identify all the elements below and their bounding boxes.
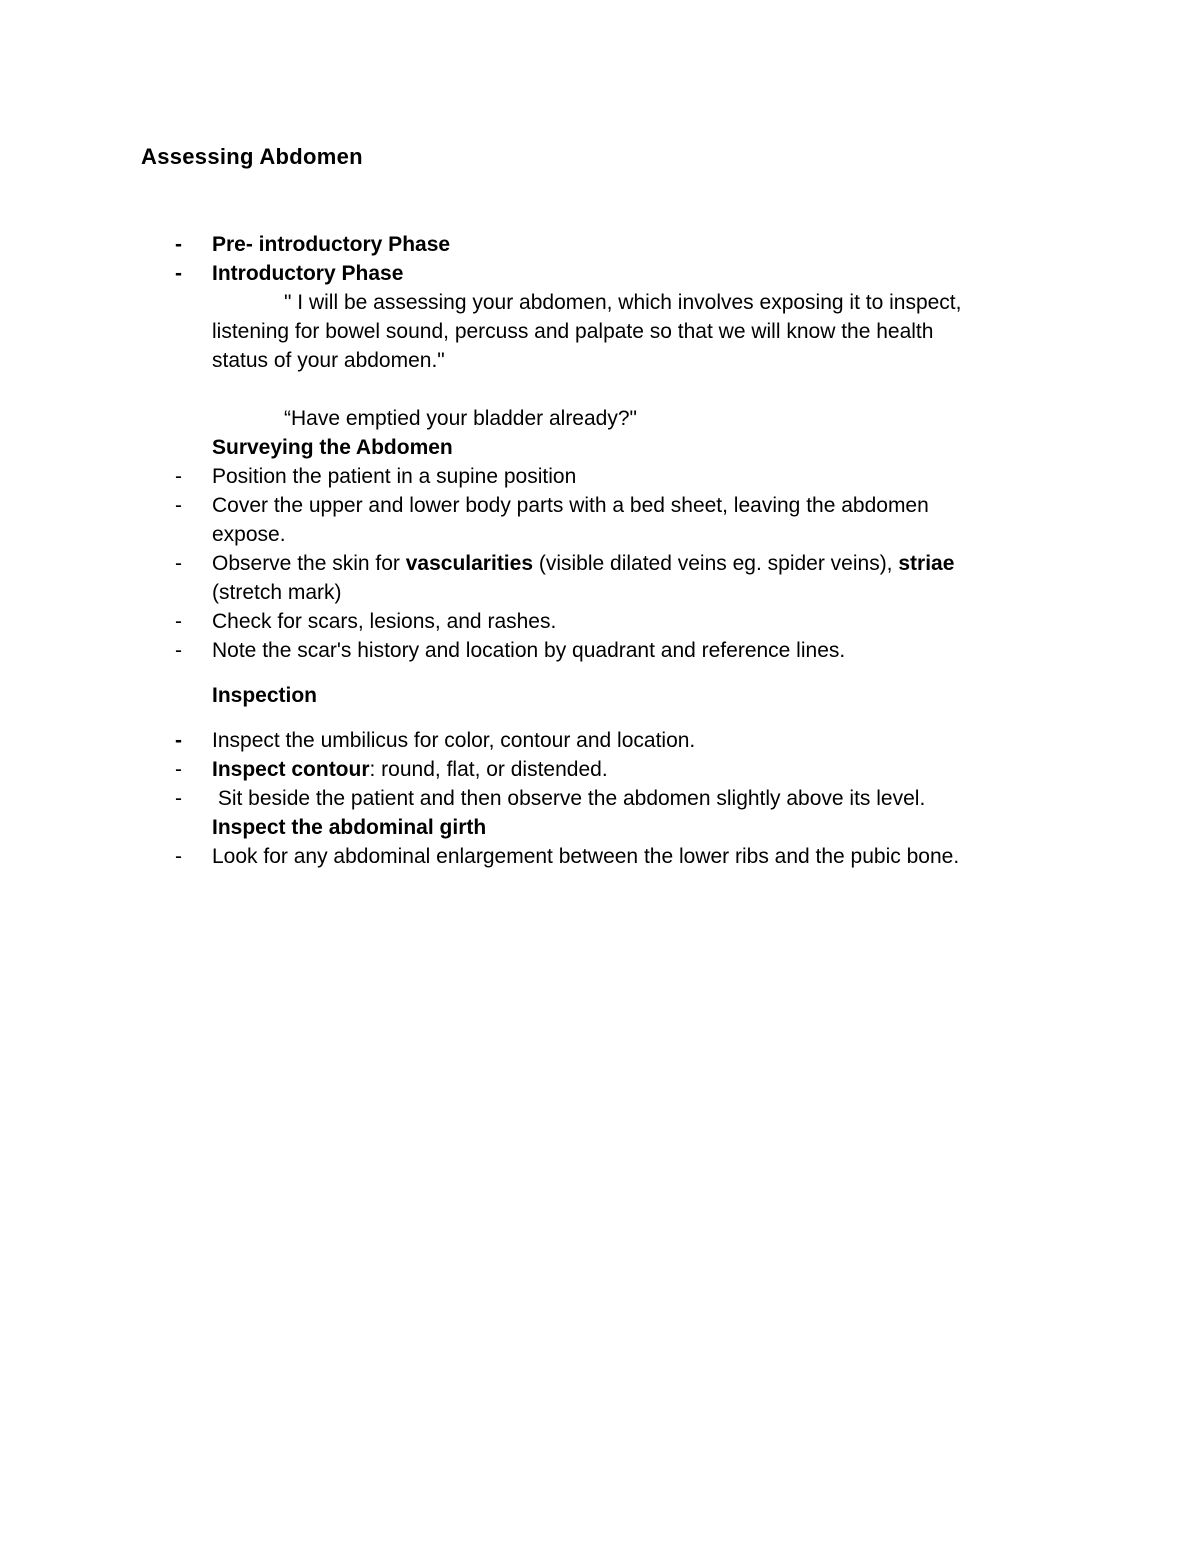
spacer <box>0 710 1200 726</box>
list-item <box>0 842 1200 871</box>
list-item <box>0 784 1200 813</box>
inspection-item-1: Inspect the umbilicus for color, contour and location. <box>212 729 696 752</box>
list-dash: - <box>175 610 182 633</box>
list-dash: - <box>175 233 182 256</box>
striae-term: striae <box>898 552 955 575</box>
pre-introductory-phase: Pre- introductory Phase <box>212 233 451 256</box>
list-dash: - <box>175 787 182 810</box>
document-body <box>0 230 1200 871</box>
surveying-item-3-cont: (stretch mark) <box>212 581 342 604</box>
list-dash: - <box>175 639 182 662</box>
list-item <box>0 491 1200 520</box>
item-3-prefix: Observe the skin for <box>212 552 406 575</box>
list-item <box>0 462 1200 491</box>
inspection-item-3: Sit beside the patient and then observe the abdomen slightly above its level. <box>212 787 926 810</box>
vascularities-term: vascularities <box>405 552 534 575</box>
surveying-item-5: Note the scar's history and location by quadrant and reference lines. <box>212 639 846 662</box>
section-heading <box>0 813 1200 842</box>
list-dash: - <box>175 729 182 752</box>
quote-line <box>0 404 1200 433</box>
girth-heading: Inspect the abdominal girth <box>212 816 487 839</box>
quote-line <box>0 288 1200 317</box>
blank-line <box>0 375 1200 404</box>
list-item <box>0 259 1200 288</box>
list-item-continuation <box>0 520 1200 549</box>
list-item <box>0 726 1200 755</box>
list-dash: - <box>175 758 182 781</box>
section-heading <box>0 681 1200 710</box>
list-item <box>0 549 1200 578</box>
intro-quote-line-1: " I will be assessing your abdomen, which involves exposing it to inspect, <box>284 291 962 314</box>
item-3-middle: (visible dilated veins eg. spider veins), <box>533 552 899 575</box>
surveying-item-3 <box>212 549 954 578</box>
introductory-phase: Introductory Phase <box>212 262 404 285</box>
spacer <box>0 665 1200 681</box>
list-dash: - <box>175 552 182 575</box>
list-item <box>0 230 1200 259</box>
list-dash: - <box>175 465 182 488</box>
surveying-item-4: Check for scars, lesions, and rashes. <box>212 610 557 633</box>
inspection-item-4: Look for any abdominal enlargement between the lower ribs and the pubic bone. <box>212 845 960 868</box>
surveying-heading: Surveying the Abdomen <box>212 436 453 459</box>
quote-line <box>0 317 1200 346</box>
surveying-item-2-cont: expose. <box>212 523 286 546</box>
intro-quote-line-2: listening for bowel sound, percuss and palpate so that we will know the health <box>212 320 934 343</box>
surveying-item-1: Position the patient in a supine position <box>212 465 577 488</box>
inspect-contour-rest: : round, flat, or distended. <box>369 758 608 781</box>
list-dash: - <box>175 845 182 868</box>
list-item <box>0 755 1200 784</box>
quote-line <box>0 346 1200 375</box>
document-title: Assessing Abdomen <box>141 144 363 169</box>
surveying-item-2: Cover the upper and lower body parts with a bed sheet, leaving the abdomen <box>212 494 929 517</box>
list-item-continuation <box>0 578 1200 607</box>
inspection-heading: Inspection <box>212 684 318 707</box>
list-item <box>0 636 1200 665</box>
inspection-item-2 <box>212 755 608 784</box>
list-dash: - <box>175 494 182 517</box>
inspect-contour-term: Inspect contour <box>212 758 370 781</box>
list-item <box>0 607 1200 636</box>
intro-quote-line-3: status of your abdomen." <box>212 349 445 372</box>
bladder-quote: “Have emptied your bladder already?" <box>284 407 637 430</box>
list-dash: - <box>175 262 182 285</box>
section-heading <box>0 433 1200 462</box>
